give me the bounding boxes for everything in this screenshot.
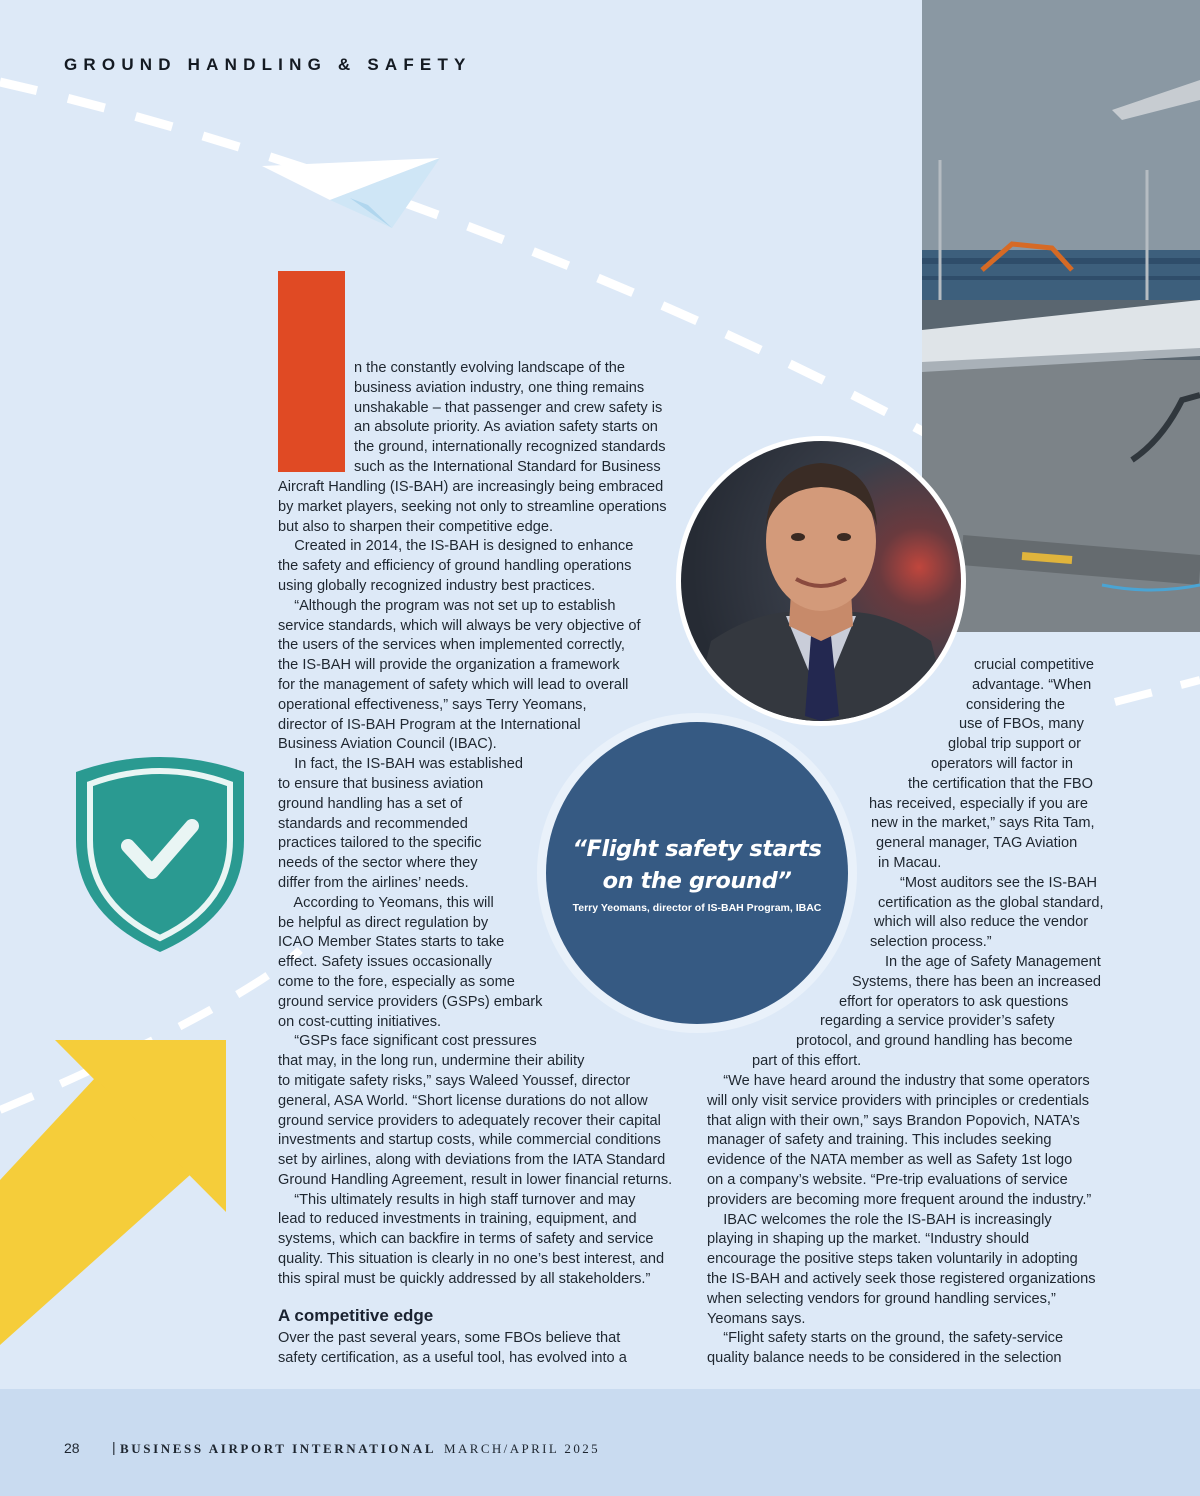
article-line: quality balance needs to be considered in the selection xyxy=(707,1350,1062,1367)
article-line: has received, especially if you are xyxy=(869,795,1089,812)
pull-quote-attribution: Terry Yeomans, director of IS-BAH Program, IBAC xyxy=(572,902,822,914)
portrait-photo xyxy=(681,441,961,721)
article-line: regarding a service provider’s safety xyxy=(820,1013,1055,1030)
article-line: crucial competitive xyxy=(974,657,1095,673)
article-line: new in the market,” says Rita Tam, xyxy=(871,815,1095,832)
issue-date: MARCH/APRIL 2025 xyxy=(444,1441,601,1456)
article-line: IBAC welcomes the role the IS-BAH is increasingly xyxy=(707,1211,1052,1228)
article-line: quality. This situation is clearly in no one’s best interest, and xyxy=(278,1251,665,1268)
article-col1-after xyxy=(278,1329,627,1369)
article-line: In the age of Safety Management xyxy=(885,954,1101,970)
article-line: service standards, which will always be very objective of xyxy=(278,617,641,634)
article-line: “Although the program was not set up to establish xyxy=(278,597,616,614)
article-line: Over the past several years, some FBOs believe that xyxy=(278,1330,621,1346)
article-line: director of IS-BAH Program at the International xyxy=(278,716,581,733)
article-line: general manager, TAG Aviation xyxy=(876,835,1078,852)
article-line: the users of the services when implemented correctly, xyxy=(278,637,625,654)
article-line: needs of the sector where they xyxy=(278,855,478,872)
pull-quote-line-1: “Flight safety starts xyxy=(572,836,822,862)
paper-plane-icon xyxy=(262,158,440,228)
article-line: unshakable – that passenger and crew safety is xyxy=(354,399,663,416)
article-line: global trip support or xyxy=(948,736,1082,753)
article-line: “This ultimately results in high staff turnover and may xyxy=(278,1191,636,1208)
article-line: ground service providers (GSPs) embark xyxy=(278,993,543,1010)
article-line: to mitigate safety risks,” says Waleed Youssef, director xyxy=(278,1072,631,1089)
article-line: “Most auditors see the IS-BAH xyxy=(900,874,1098,891)
article-line: on cost-cutting initiatives. xyxy=(278,1013,442,1030)
article-line: Yeomans says. xyxy=(707,1310,806,1327)
article-line: providers are becoming more frequent around the industry.” xyxy=(707,1191,1092,1208)
article-line: evidence of the NATA member as well as Safety 1st logo xyxy=(707,1152,1073,1169)
article-line: systems, which can backfire in terms of safety and service xyxy=(278,1231,654,1248)
article-line: In fact, the IS-BAH was established xyxy=(278,756,523,773)
article-line: that align with their own,” says Brandon Popovich, NATA’s xyxy=(707,1112,1080,1129)
footer-separator: | xyxy=(112,1439,116,1455)
article-line: by market players, seeking not only to streamline operations xyxy=(278,498,667,515)
article-line: the IS-BAH and actively seek those registered organizations xyxy=(707,1270,1096,1287)
article-line: which will also reduce the vendor xyxy=(874,914,1089,931)
flight-path-dashes-right xyxy=(1115,680,1200,702)
article-line: effort for operators to ask questions xyxy=(839,993,1069,1010)
article-line: in Macau. xyxy=(878,855,942,871)
article-line: for the management of safety which will lead to overall xyxy=(278,676,629,693)
pull-quote-line-2: on the ground” xyxy=(602,868,792,894)
article-line: part of this effort. xyxy=(752,1053,862,1069)
article-line: this spiral must be quickly addressed by all stakeholders.” xyxy=(278,1270,651,1287)
article-line: n the constantly evolving landscape of the xyxy=(354,360,625,376)
section-header: GROUND HANDLING & SAFETY xyxy=(64,55,472,74)
article-line: the certification that the FBO xyxy=(908,775,1093,792)
article-line: certification as the global standard, xyxy=(878,894,1104,911)
article-line: “We have heard around the industry that some operators xyxy=(707,1073,1090,1089)
article-line: considering the xyxy=(966,696,1065,713)
article-line: when selecting vendors for ground handling services,” xyxy=(707,1290,1056,1307)
subhead: A competitive edge xyxy=(278,1306,434,1325)
article-line: come to the fore, especially as some xyxy=(278,973,515,990)
article-line: such as the International Standard for Business xyxy=(354,458,661,475)
article-line: practices tailored to the specific xyxy=(278,835,482,852)
article-line: Aircraft Handling (IS-BAH) are increasingly being embraced xyxy=(278,479,664,495)
article-line: Ground Handling Agreement, result in lower financial returns. xyxy=(278,1171,673,1188)
article-col2-body xyxy=(707,1072,1096,1369)
article-line: set by airlines, along with deviations from the IATA Standard xyxy=(278,1152,666,1169)
article-line: effect. Safety issues occasionally xyxy=(278,954,492,971)
article-line: “Flight safety starts on the ground, the safety-service xyxy=(707,1330,1064,1347)
article-line: ICAO Member States starts to take xyxy=(278,934,505,951)
article-line: business aviation industry, one thing remains xyxy=(354,379,645,396)
article-line: differ from the airlines’ needs. xyxy=(278,874,469,891)
article-line: “GSPs face significant cost pressures xyxy=(278,1033,537,1050)
article-line: the safety and efficiency of ground handling operations xyxy=(278,558,632,575)
up-arrow-icon xyxy=(0,1040,226,1345)
article-line: the ground, internationally recognized standards xyxy=(354,439,666,456)
article-line: safety certification, as a useful tool, has evolved into a xyxy=(278,1349,627,1366)
drop-cap-block xyxy=(278,271,345,472)
article-line: lead to reduced investments in training, equipment, and xyxy=(278,1211,637,1228)
article-line: Systems, there has been an increased xyxy=(852,973,1102,990)
article-line: to ensure that business aviation xyxy=(278,775,484,792)
article-line: an absolute priority. As aviation safety starts on xyxy=(354,419,658,436)
shield-check-icon xyxy=(76,757,244,952)
article-line: use of FBOs, many xyxy=(959,716,1084,733)
article-line: selection process.” xyxy=(870,934,992,951)
article-line: According to Yeomans, this will xyxy=(278,894,494,911)
article-line: using globally recognized industry best practices. xyxy=(278,577,596,594)
article-line: but also to sharpen their competitive edge. xyxy=(278,518,554,535)
article-line: ground service providers to adequately recover their capital xyxy=(278,1112,661,1129)
article-line: Created in 2014, the IS-BAH is designed to enhance xyxy=(278,538,634,555)
article-line: on a company’s website. “Pre-trip evaluations of service xyxy=(707,1171,1068,1188)
article-col1-intro xyxy=(354,359,666,478)
article-line: Business Aviation Council (IBAC). xyxy=(278,736,497,753)
article-line: manager of safety and training. This includes seeking xyxy=(707,1132,1052,1149)
article-line: advantage. “When xyxy=(972,676,1092,693)
article-line: operators will factor in xyxy=(931,756,1073,772)
pull-quote xyxy=(546,833,848,897)
article-line: will only visit service providers with principles or credentials xyxy=(707,1092,1090,1109)
page-number: 28 xyxy=(64,1440,80,1456)
article-line: investments and startup costs, while commercial conditions xyxy=(278,1132,661,1149)
article-line: encourage the positive steps taken voluntarily in adopting xyxy=(707,1251,1078,1268)
article-line: the IS-BAH will provide the organization a framework xyxy=(278,657,620,674)
publication-name: BUSINESS AIRPORT INTERNATIONAL xyxy=(120,1441,437,1456)
article-line: standards and recommended xyxy=(278,815,468,832)
article-line: playing in shaping up the market. “Industry should xyxy=(707,1231,1030,1248)
aircraft-photo xyxy=(922,0,1200,632)
article-line: protocol, and ground handling has become xyxy=(796,1033,1073,1050)
article-line: operational effectiveness,” says Terry Yeomans, xyxy=(278,696,587,713)
article-line: be helpful as direct regulation by xyxy=(278,914,489,931)
article-line: ground handling has a set of xyxy=(278,795,463,812)
article-line: that may, in the long run, undermine their ability xyxy=(278,1053,585,1070)
article-line: general, ASA World. “Short license durations do not allow xyxy=(278,1092,648,1109)
